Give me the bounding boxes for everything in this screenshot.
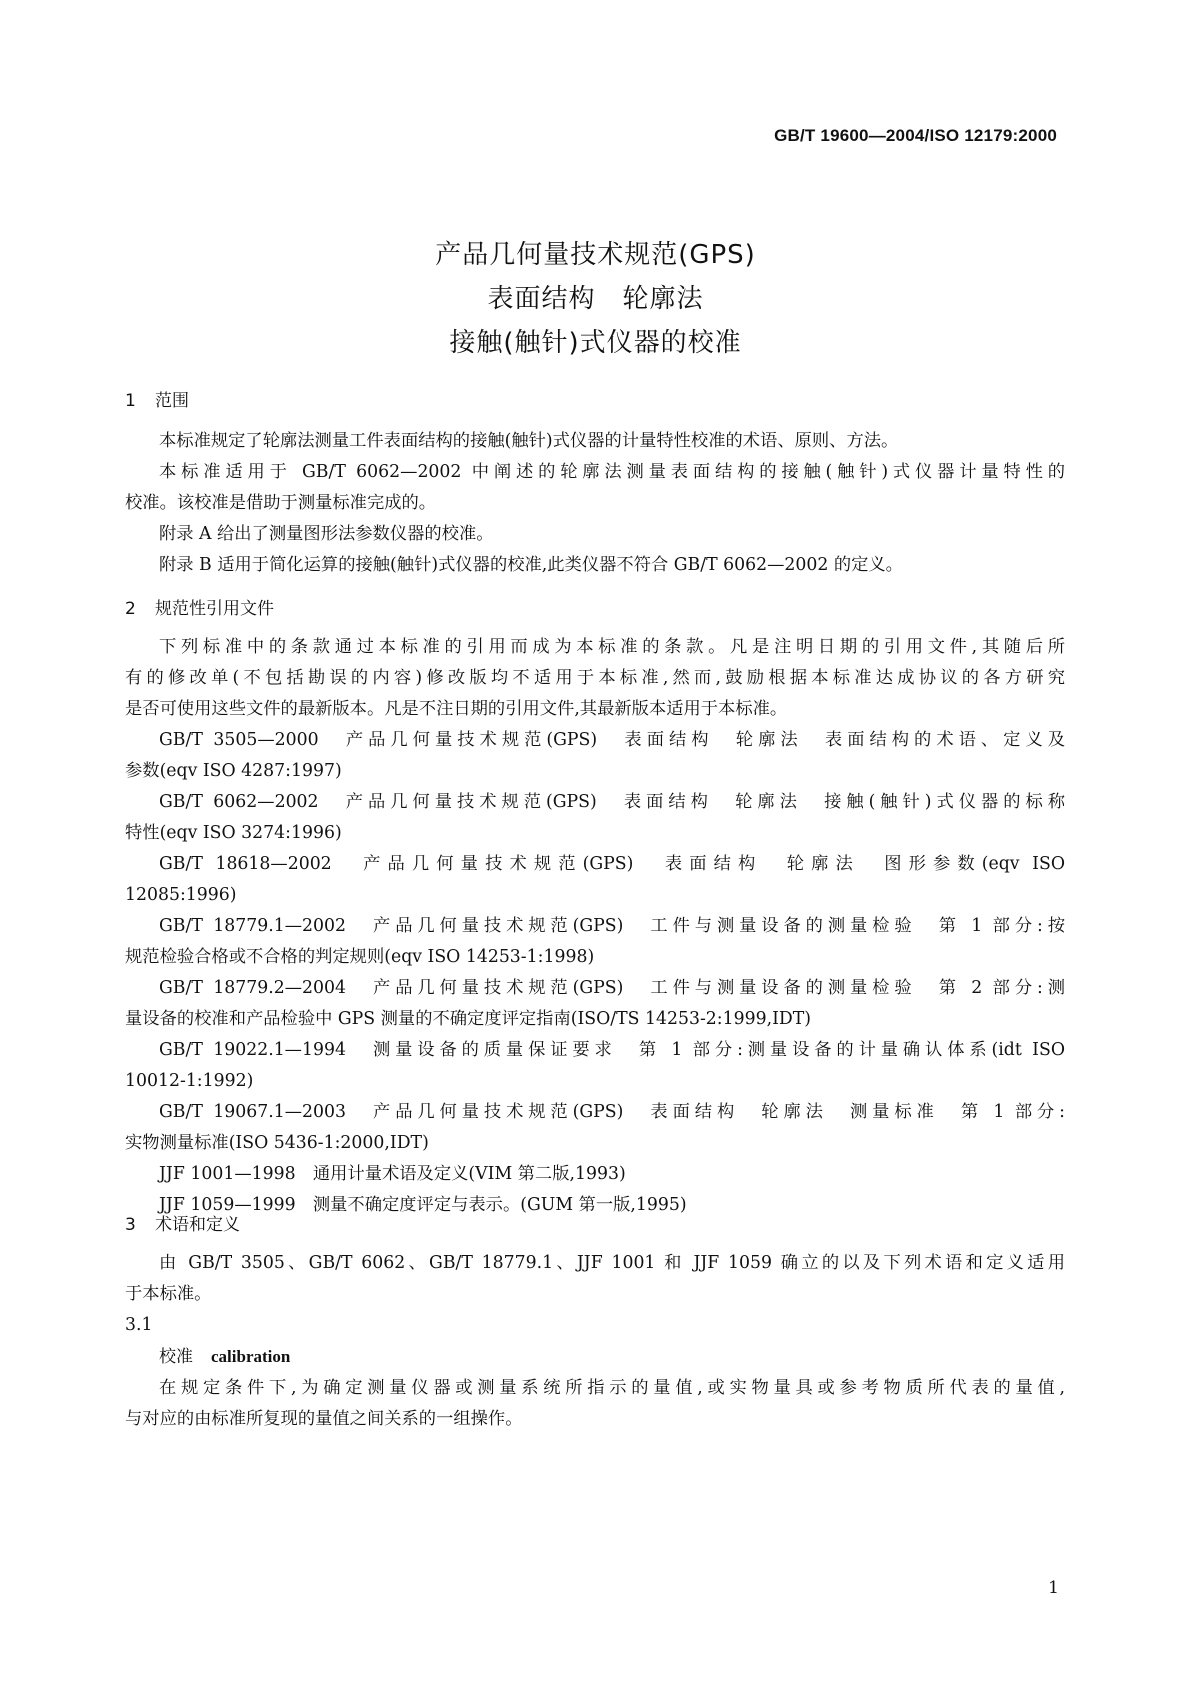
paragraph-line: 校准。该校准是借助于测量标准完成的。 [125,493,437,513]
section-title: 术语和定义 [155,1215,240,1235]
reference-line: GB/T 3505—2000 产品几何量技术规范(GPS) 表面结构 轮廓法 表面结构的术语、定义及 [159,730,1065,750]
reference-line: 量设备的校准和产品检验中 GPS 测量的不确定度评定指南(ISO/TS 14253-2:1999,IDT) [125,1009,812,1029]
paragraph-line: 由 GB/T 3505、GB/T 6062、GB/T 18779.1、JJF 1001 和 JJF 1059 确立的以及下列术语和定义适用 [159,1253,1065,1273]
reference-line: 特性(eqv ISO 3274:1996) [125,823,342,843]
reference-line: GB/T 19067.1—2003 产品几何量技术规范(GPS) 表面结构 轮廓法 测量标准 第 1 部分: [159,1102,1065,1122]
term-chinese: 校准 [159,1347,193,1367]
paragraph-line: 于本标准。 [125,1284,212,1304]
section-title: 规范性引用文件 [155,599,274,619]
section-2-heading [125,594,274,619]
paragraph: 附录 A 给出了测量图形法参数仪器的校准。 [159,524,494,544]
section-number: 2 [125,599,136,619]
paragraph-line: 下列标准中的条款通过本标准的引用而成为本标准的条款。凡是注明日期的引用文件,其随后所 [159,637,1065,657]
term-english: calibration [211,1347,291,1366]
subsection-number: 3.1 [125,1315,153,1335]
reference-line: GB/T 6062—2002 产品几何量技术规范(GPS) 表面结构 轮廓法 接触(触针)式仪器的标称 [159,792,1065,812]
reference-line: GB/T 18779.2—2004 产品几何量技术规范(GPS) 工件与测量设备的测量检验 第 2 部分:测 [159,978,1065,998]
paragraph: 附录 B 适用于简化运算的接触(触针)式仪器的校准,此类仪器不符合 GB/T 6062—2002 的定义。 [159,555,903,575]
section-number: 3 [125,1215,136,1235]
reference-line: JJF 1001—1998 通用计量术语及定义(VIM 第二版,1993) [159,1164,626,1184]
reference-line: GB/T 19022.1—1994 测量设备的质量保证要求 第 1 部分:测量设备的计量确认体系(idt ISO [159,1040,1065,1060]
title-line-2: 表面结构 轮廓法 [487,284,704,314]
reference-line: GB/T 18618—2002 产品几何量技术规范(GPS) 表面结构 轮廓法 图形参数(eqv ISO [159,854,1065,874]
page-number: 1 [1048,1578,1059,1598]
term-line [125,1341,1065,1373]
definition-line: 与对应的由标准所复现的量值之间关系的一组操作。 [125,1409,523,1429]
paragraph: 本标准规定了轮廓法测量工件表面结构的接触(触针)式仪器的计量特性校准的术语、原则、方法。 [159,431,899,451]
section-title: 范围 [155,391,189,411]
reference-line: 参数(eqv ISO 4287:1997) [125,761,342,781]
section-3-body [125,1248,1065,1435]
reference-line: 规范检验合格或不合格的判定规则(eqv ISO 14253-1:1998) [125,947,595,967]
section-1-body [125,426,1065,581]
standard-number: GB/T 19600—2004/ISO 12179:2000 [774,126,1057,145]
reference-line: 12085:1996) [125,885,237,905]
paragraph-line: 是否可使用这些文件的最新版本。凡是不注日期的引用文件,其最新版本适用于本标准。 [125,699,788,719]
title-line-3: 接触(触针)式仪器的校准 [449,328,742,358]
paragraph-line: 本标准适用于 GB/T 6062—2002 中阐述的轮廓法测量表面结构的接触(触针)式仪器计量特性的 [159,462,1065,482]
reference-line: GB/T 18779.1—2002 产品几何量技术规范(GPS) 工件与测量设备的测量检验 第 1 部分:按 [159,916,1065,936]
section-number: 1 [125,391,136,411]
section-2-body [125,632,1065,1221]
section-3-heading [125,1210,240,1235]
definition-line: 在规定条件下,为确定测量仪器或测量系统所指示的量值,或实物量具或参考物质所代表的量值, [159,1378,1065,1398]
reference-line: JJF 1059—1999 测量不确定度评定与表示。(GUM 第一版,1995) [159,1195,687,1215]
reference-line: 实物测量标准(ISO 5436-1:2000,IDT) [125,1133,429,1153]
reference-line: 10012-1:1992) [125,1071,254,1091]
section-1-heading [125,386,189,411]
paragraph-line: 有的修改单(不包括勘误的内容)修改版均不适用于本标准,然而,鼓励根据本标准达成协议的各方研究 [125,668,1065,688]
title-line-1: 产品几何量技术规范(GPS) [435,240,756,270]
